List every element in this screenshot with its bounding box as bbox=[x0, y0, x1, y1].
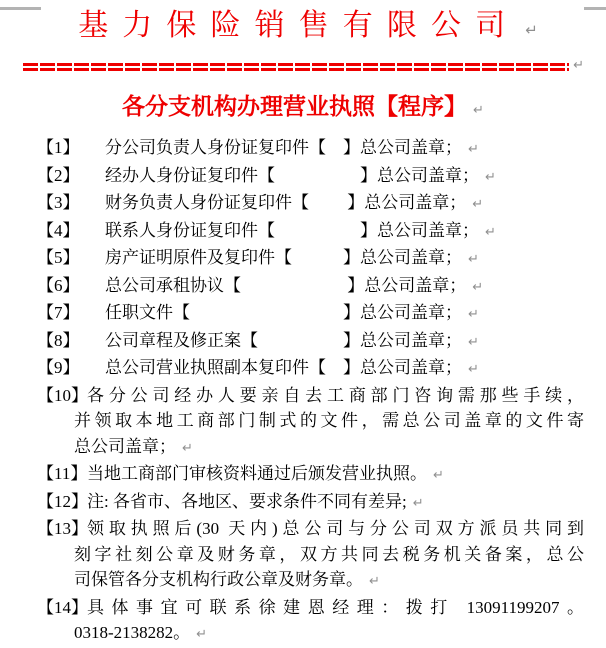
window-edge-fragment-right bbox=[584, 7, 606, 10]
item-line bbox=[105, 163, 584, 191]
item-line-text: 总公司承租协议【 】总公司盖章； bbox=[105, 275, 467, 295]
item-line-text: 总公司盖章； bbox=[74, 436, 176, 456]
item-content bbox=[105, 190, 584, 218]
item-line-text: 注: 各省市、各地区、要求条件不同有差异; bbox=[87, 491, 407, 511]
item-content bbox=[105, 300, 584, 328]
item-number: 【4】 bbox=[37, 220, 80, 240]
list-item bbox=[37, 163, 584, 191]
item-line bbox=[105, 190, 584, 218]
list-item bbox=[37, 218, 584, 246]
return-mark-icon: ↵ bbox=[472, 197, 484, 212]
company-title bbox=[30, 7, 586, 49]
item-number: 【1】 bbox=[37, 138, 80, 157]
item-number: 【7】 bbox=[37, 303, 80, 322]
list-item bbox=[37, 355, 584, 383]
item-line-text: 总公司营业执照副本复印件【 】总公司盖章； bbox=[105, 358, 462, 377]
item-line-text: 公司章程及修正案【 】总公司盖章； bbox=[105, 330, 462, 350]
item-line-text: 并领取本地工商部门制式的文件，需总公司盖章的文件寄 bbox=[74, 411, 584, 430]
list-item bbox=[37, 595, 584, 648]
return-mark-icon: ↵ bbox=[473, 103, 484, 118]
return-mark-icon: ↵ bbox=[525, 21, 538, 39]
list-item bbox=[37, 245, 584, 273]
return-mark-icon: ↵ bbox=[468, 334, 479, 350]
item-line bbox=[74, 434, 584, 462]
item-content bbox=[87, 461, 584, 489]
item-line bbox=[105, 135, 584, 163]
return-mark-icon: ↵ bbox=[485, 224, 496, 240]
item-content bbox=[105, 328, 584, 356]
item-content bbox=[105, 355, 584, 383]
item-number: 【10】 bbox=[37, 385, 88, 405]
item-content bbox=[105, 218, 584, 246]
item-line-text: 0318-2138282。 bbox=[74, 623, 191, 642]
rule-bar-top bbox=[23, 63, 569, 66]
item-line bbox=[105, 300, 584, 328]
item-number: 【8】 bbox=[37, 330, 80, 350]
item-content bbox=[105, 245, 584, 273]
section-heading-text: 各分支机构办理营业执照【程序】 bbox=[122, 94, 468, 119]
return-mark-icon: ↵ bbox=[196, 627, 208, 642]
company-title-text: 基力保险销售有限公司 bbox=[78, 9, 520, 42]
return-mark-icon: ↵ bbox=[468, 252, 479, 267]
rule-bar-bottom bbox=[23, 68, 569, 71]
item-line bbox=[105, 355, 584, 383]
item-number: 【2】 bbox=[37, 165, 80, 185]
item-number: 【9】 bbox=[37, 358, 80, 377]
double-rule-separator bbox=[23, 58, 584, 73]
item-content bbox=[74, 383, 584, 462]
item-number: 【5】 bbox=[37, 248, 80, 267]
list-item bbox=[37, 489, 584, 517]
list-item bbox=[37, 516, 584, 595]
return-mark-icon: ↵ bbox=[412, 495, 424, 511]
return-mark-icon: ↵ bbox=[468, 362, 479, 377]
item-number: 【12】 bbox=[37, 491, 88, 511]
list-item bbox=[37, 135, 584, 163]
double-rule-bars bbox=[23, 63, 569, 71]
item-line bbox=[74, 408, 584, 434]
list-item bbox=[37, 273, 584, 301]
list-item bbox=[37, 300, 584, 328]
return-mark-icon: ↵ bbox=[369, 574, 380, 589]
list-item bbox=[37, 328, 584, 356]
item-number: 【13】 bbox=[37, 519, 88, 538]
section-heading bbox=[20, 93, 586, 124]
window-edge-fragment-left bbox=[0, 7, 41, 10]
return-mark-icon: ↵ bbox=[573, 58, 584, 73]
item-line bbox=[105, 328, 584, 356]
item-content bbox=[105, 273, 584, 301]
item-number: 【3】 bbox=[37, 193, 80, 212]
item-line bbox=[87, 595, 584, 621]
list-item bbox=[37, 461, 584, 489]
item-line-text: 分公司负责人身份证复印件【 】总公司盖章； bbox=[105, 138, 462, 157]
item-content bbox=[105, 163, 584, 191]
item-line-text: 联系人身份证复印件【 】总公司盖章； bbox=[105, 220, 479, 240]
item-line-text: 经办人身份证复印件【 】总公司盖章； bbox=[105, 165, 479, 185]
item-line-text: 司保管各分支机构行政公章及财务章。 bbox=[74, 570, 363, 589]
item-line-text: 房产证明原件及复印件【 】总公司盖章； bbox=[105, 248, 462, 267]
item-content bbox=[87, 489, 584, 517]
list-item bbox=[37, 190, 584, 218]
item-line bbox=[87, 383, 584, 409]
item-line bbox=[87, 461, 584, 489]
item-line bbox=[74, 567, 584, 595]
return-mark-icon: ↵ bbox=[485, 169, 496, 185]
document-page bbox=[0, 7, 606, 642]
item-content bbox=[105, 135, 584, 163]
item-line bbox=[87, 516, 584, 542]
item-line-text: 任职文件【 】总公司盖章； bbox=[105, 303, 462, 322]
item-content bbox=[74, 595, 584, 648]
item-number: 【6】 bbox=[37, 275, 80, 295]
return-mark-icon: ↵ bbox=[468, 142, 479, 157]
item-line-text: 各分公司经办人要亲自去工商部门咨询需那些手续， bbox=[87, 385, 584, 405]
item-line bbox=[105, 218, 584, 246]
return-mark-icon: ↵ bbox=[472, 279, 484, 295]
item-line bbox=[105, 273, 584, 301]
item-line-text: 刻字社刻公章及财务章，双方共同去税务机关备案，总公 bbox=[74, 544, 584, 564]
item-line bbox=[74, 620, 584, 648]
item-line-text: 财务负责人身份证复印件【 】总公司盖章； bbox=[105, 193, 467, 212]
return-mark-icon: ↵ bbox=[468, 307, 479, 322]
return-mark-icon: ↵ bbox=[182, 440, 193, 456]
item-number: 【11】 bbox=[37, 464, 88, 483]
procedure-list bbox=[37, 135, 584, 648]
list-item bbox=[37, 383, 584, 462]
item-line-text: 当地工商部门审核资料通过后颁发营业执照。 bbox=[87, 464, 427, 483]
item-line-text: 具体事宜可联系徐建恩经理：拨打 13091199207。 bbox=[87, 597, 584, 617]
return-mark-icon: ↵ bbox=[433, 468, 444, 483]
item-line-text: 领取执照后(30 天内)总公司与分公司双方派员共同到 bbox=[87, 519, 584, 538]
item-line bbox=[105, 245, 584, 273]
item-number: 【14】 bbox=[37, 597, 88, 617]
item-line bbox=[74, 542, 584, 568]
item-content bbox=[74, 516, 584, 595]
item-line bbox=[87, 489, 584, 517]
